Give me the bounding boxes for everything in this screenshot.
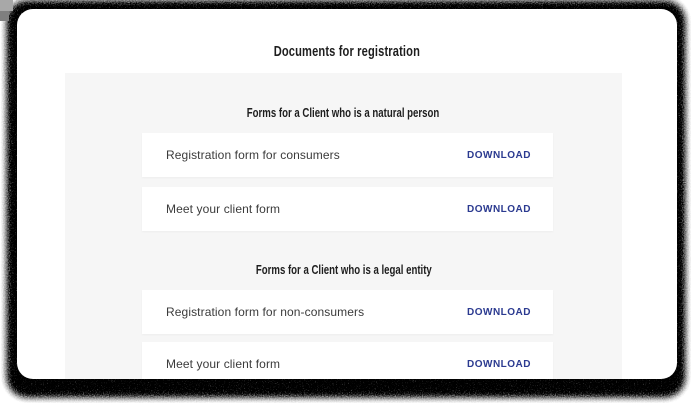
document-row-registration-consumers	[142, 133, 553, 177]
document-row-registration-non-consumers	[142, 290, 553, 334]
documents-panel	[65, 73, 622, 379]
document-row-meet-client-legal	[142, 342, 553, 379]
download-link[interactable]: DOWNLOAD	[467, 149, 531, 161]
document-label: Registration form for consumers	[166, 148, 340, 162]
document-label: Meet your client form	[166, 202, 281, 216]
document-label: Meet your client form	[166, 357, 281, 371]
page-title-text: Documents for registration	[273, 43, 421, 60]
section-heading-legal-entity-text: Forms for a Client who is a legal entity	[255, 262, 432, 277]
documents-card	[17, 9, 677, 379]
document-label: Registration form for non-consumers	[166, 305, 365, 319]
section-heading-natural-person	[65, 73, 622, 121]
download-link[interactable]: DOWNLOAD	[467, 306, 531, 318]
download-link[interactable]: DOWNLOAD	[467, 358, 531, 370]
section-heading-legal-entity	[65, 231, 622, 278]
page-title	[17, 43, 677, 61]
section-heading-natural-person-text: Forms for a Client who is a natural person	[247, 105, 440, 120]
document-row-meet-client-natural	[142, 187, 553, 231]
download-link[interactable]: DOWNLOAD	[467, 203, 531, 215]
